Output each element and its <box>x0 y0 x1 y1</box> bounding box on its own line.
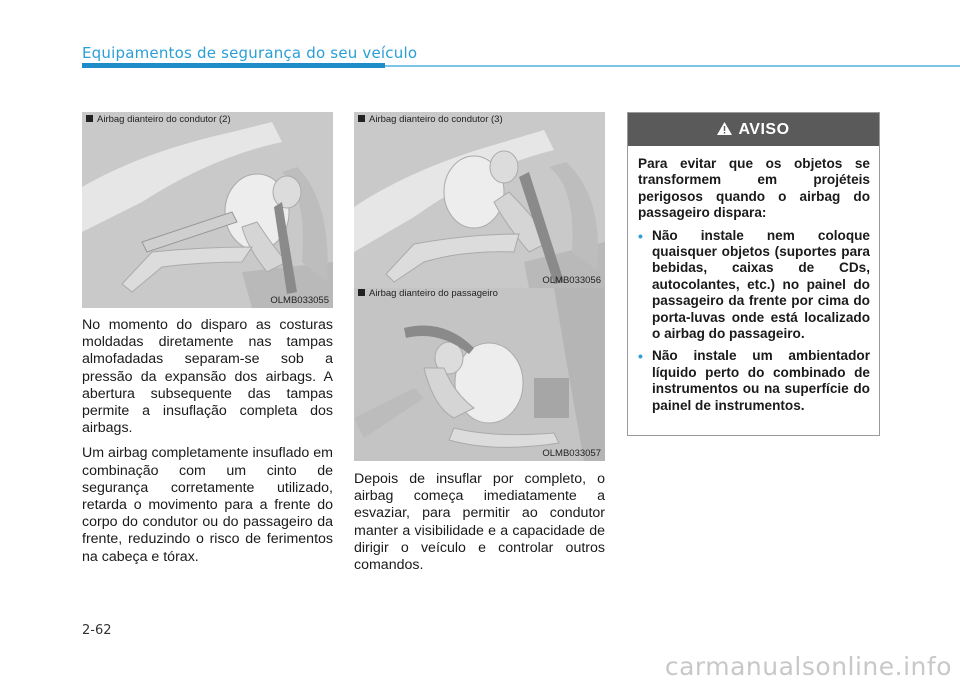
paragraph: Depois de insuflar por completo, o airbag começa imediatamente a esvaziar, para permitir ao condutor manter a visibilidade e a capacidade de dirigir o veículo e controlar outros comandos. <box>354 471 605 574</box>
warning-bullet: • Não instale nem coloque quaisquer objetos (suportes para bebidas, caixas de CDs, autocolantes, etc.) no painel do passageiro da frente por cima do porta-luvas onde está localizado o airbag do passageiro. <box>638 227 870 342</box>
figure-code: OLMB033056 <box>542 275 601 286</box>
header-rule-light <box>385 65 960 67</box>
column-1-text <box>82 317 333 574</box>
illustration-driver-airbag-2 <box>82 112 333 308</box>
section-title: Equipamentos de segurança do seu veículo <box>82 44 418 62</box>
bullet-dot-icon: • <box>638 227 643 244</box>
warning-title: AVISO <box>738 121 790 138</box>
page-number: 2-62 <box>82 623 112 638</box>
figure-caption: Airbag dianteiro do passageiro <box>358 288 498 299</box>
paragraph: No momento do disparo as costuras moldadas diretamente nas tampas almofadadas separam-se sob a pressão da expansão dos airbags. A abertura subsequente das tampas permite a insuflação completa dos airbags. <box>82 317 333 437</box>
figure-caption: Airbag dianteiro do condutor (2) <box>86 114 231 125</box>
figure-caption: Airbag dianteiro do condutor (3) <box>358 114 503 125</box>
illustration-driver-airbag-3 <box>354 112 605 288</box>
illustration-passenger-airbag <box>354 288 605 461</box>
figure-passenger-airbag <box>354 288 605 461</box>
warning-box <box>627 112 880 436</box>
warning-bullet: • Não instale um ambientador líquido perto do combinado de instrumentos ou na superfície do painel de instrumentos. <box>638 348 870 413</box>
figure-code: OLMB033055 <box>270 295 329 306</box>
paragraph: Um airbag completamente insuflado em combinação com um cinto de segurança corretamente utilizado, retarda o movimento para a frente do corpo do condutor ou do passageiro da frente, reduzindo o risco de ferimentos na cabeça e tórax. <box>82 445 333 565</box>
column-2-text <box>354 471 605 582</box>
warning-body <box>628 146 879 414</box>
warning-triangle-icon <box>717 114 732 147</box>
header-rule-dark <box>82 63 385 68</box>
watermark: carmanualsonline.info <box>664 652 952 681</box>
figure-driver-airbag-3 <box>354 112 605 288</box>
warning-intro: Para evitar que os objetos se transformem em projéteis perigosos quando o airbag do passageiro dispara: <box>638 156 870 221</box>
warning-header <box>628 113 879 146</box>
figure-code: OLMB033057 <box>542 448 601 459</box>
figure-driver-airbag-2 <box>82 112 333 308</box>
bullet-dot-icon: • <box>638 348 643 365</box>
